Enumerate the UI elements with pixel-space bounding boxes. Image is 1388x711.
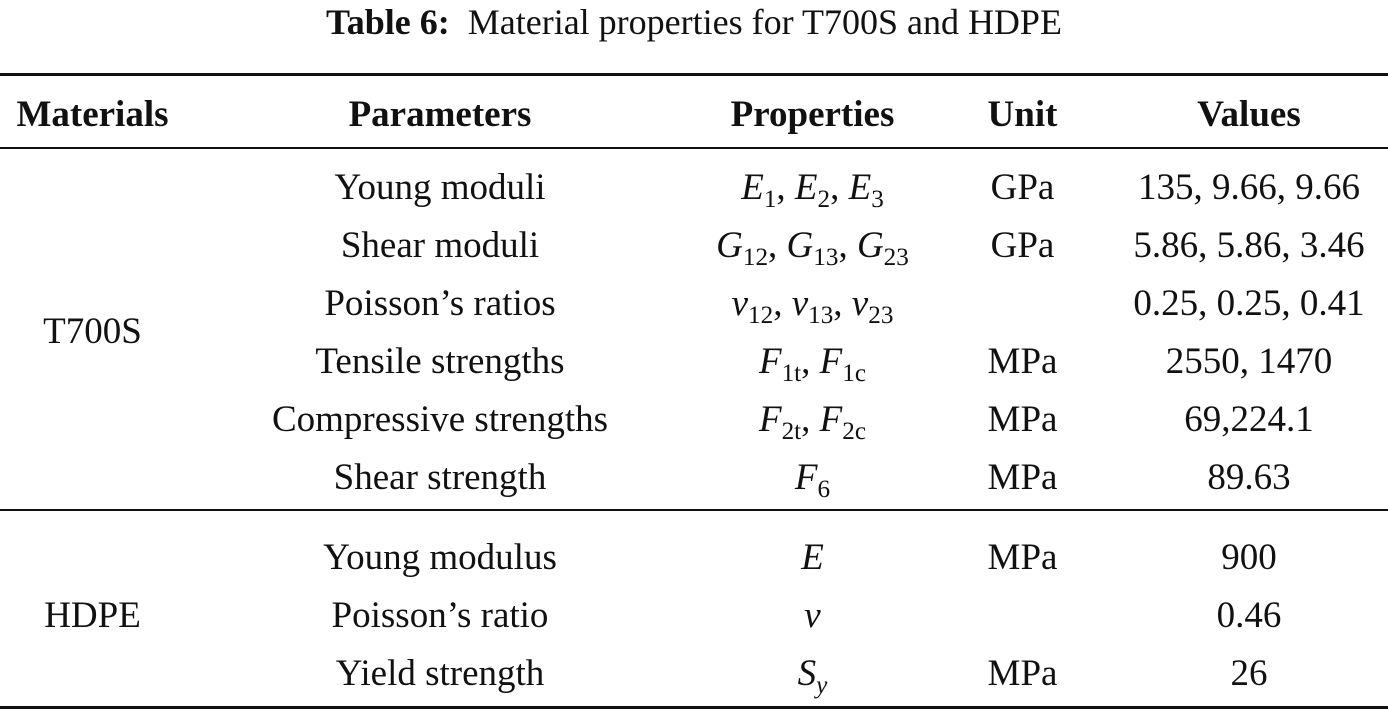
values-cell: 89.63 <box>1207 457 1291 498</box>
parameter-cell: Tensile strengths <box>315 341 565 382</box>
material-label: HDPE <box>44 595 141 636</box>
symbol-subscript: 3 <box>871 186 884 214</box>
unit-cell: MPa <box>987 457 1058 498</box>
symbol-base: F <box>794 457 818 498</box>
symbol-base: E <box>848 167 872 208</box>
parameter-cell: Yield strength <box>335 653 545 694</box>
symbol-subscript: y <box>816 672 828 700</box>
symbol-subscript: 2c <box>842 418 867 446</box>
property-symbols-cell <box>690 455 935 504</box>
property-symbols-cell <box>690 535 935 581</box>
property-symbols-cell: $F_{1t}$, $F_{1c}$ <box>758 341 867 388</box>
unit-cell: MPa <box>987 537 1058 578</box>
symbol-base: ν <box>791 283 809 324</box>
unit-cell: MPa <box>987 399 1058 440</box>
top-rule <box>0 73 1388 76</box>
header-materials: Materials <box>16 94 169 135</box>
symbol-base: G <box>716 225 743 266</box>
parameter-cell: Poisson’s ratios <box>324 283 556 324</box>
unit-cell <box>965 281 1080 327</box>
header-properties: Properties <box>730 94 895 135</box>
symbol-subscript: 1 <box>763 186 777 214</box>
unit-cell <box>965 593 1080 639</box>
parameter-cell: Young moduli <box>334 167 546 208</box>
symbol-base: E <box>801 537 824 578</box>
header-values: Values <box>1197 94 1301 135</box>
symbol-subscript: 6 <box>817 476 831 504</box>
symbol-base: G <box>786 225 814 266</box>
values-cell: 0.46 <box>1216 595 1282 636</box>
symbol-subscript: 13 <box>808 302 834 330</box>
header-rule <box>0 147 1388 149</box>
bottom-rule <box>0 706 1388 709</box>
symbol-base: F <box>758 341 782 382</box>
values-cell: 5.86, 5.86, 3.46 <box>1133 225 1365 266</box>
property-symbols-cell: $E_1$, $E_2$, $E_3$ <box>741 167 884 214</box>
symbol-base: ν <box>731 283 749 324</box>
symbol-subscript: 2 <box>817 186 831 214</box>
parameter-cell: Compressive strengths <box>271 399 609 440</box>
unit-cell: MPa <box>987 341 1058 382</box>
symbol-base: F <box>819 341 843 382</box>
symbol-subscript: 12 <box>748 302 774 330</box>
header-parameters: Parameters <box>348 94 532 135</box>
symbol-base: S <box>797 653 817 694</box>
parameter-cell: Young modulus <box>323 537 557 578</box>
symbol-subscript: 1t <box>781 360 802 388</box>
values-cell: 26 <box>1230 653 1268 694</box>
caption-text: Material properties for T700S and HDPE <box>467 2 1062 42</box>
property-symbols-cell: $G_{12}$, $G_{13}$, $G_{23}$ <box>716 225 909 272</box>
parameter-cell: Shear strength <box>333 457 547 498</box>
parameter-cell: Poisson’s ratio <box>331 595 549 636</box>
symbol-subscript: 23 <box>883 244 909 272</box>
unit-cell: GPa <box>990 225 1055 266</box>
symbol-subscript: 1c <box>842 360 867 388</box>
symbol-base: ν <box>851 283 869 324</box>
symbol-base: E <box>794 167 818 208</box>
property-symbols-cell <box>690 593 935 639</box>
symbol-subscript: 23 <box>868 302 894 330</box>
symbol-base: F <box>758 399 782 440</box>
symbol-base: G <box>856 225 884 266</box>
symbol-subscript: 12 <box>742 244 769 272</box>
property-symbols-cell: $\nu_{12}$, $\nu_{13}$, $\nu_{23}$ <box>731 283 894 330</box>
symbol-base: F <box>819 399 843 440</box>
symbol-base: ν <box>804 595 821 636</box>
symbol-subscript: 13 <box>813 244 839 272</box>
values-cell: 135, 9.66, 9.66 <box>1138 167 1360 208</box>
table-caption <box>0 0 1388 44</box>
values-cell: 900 <box>1221 537 1277 578</box>
property-symbols-cell: $F_{2t}$, $F_{2c}$ <box>758 399 867 446</box>
values-cell: 0.25, 0.25, 0.41 <box>1133 283 1365 324</box>
property-symbols-cell <box>690 651 935 700</box>
unit-cell: MPa <box>987 653 1058 694</box>
unit-cell: GPa <box>990 167 1055 208</box>
symbol-base: E <box>741 167 764 208</box>
material-label: T700S <box>43 311 142 352</box>
values-cell: 2550, 1470 <box>1165 341 1333 382</box>
symbol-subscript: 2t <box>781 418 802 446</box>
header-unit: Unit <box>987 94 1058 135</box>
parameter-cell: Shear moduli <box>340 225 540 266</box>
caption-label: Table 6: <box>326 2 450 42</box>
values-cell: 69,224.1 <box>1184 399 1314 440</box>
group-separator-rule <box>0 509 1388 511</box>
